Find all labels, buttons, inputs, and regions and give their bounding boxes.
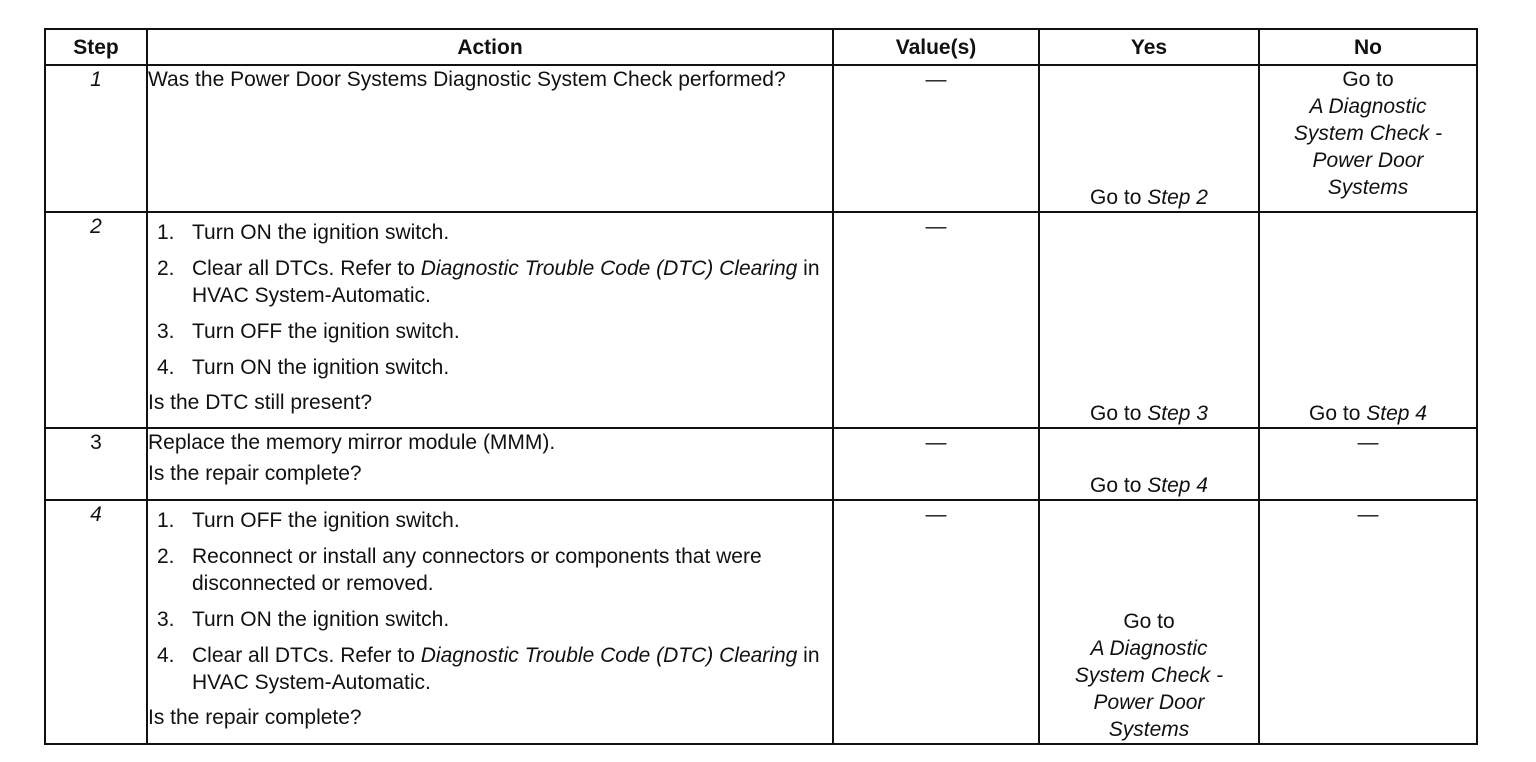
substep-text: Turn ON the ignition switch.: [192, 608, 450, 631]
header-step: Step: [45, 29, 147, 65]
substep-text-pre: Clear all DTCs. Refer to: [192, 257, 421, 280]
no-link-line-1[interactable]: A Diagnostic: [1309, 95, 1427, 118]
substep-text-pre: Clear all DTCs. Refer to: [192, 644, 421, 667]
header-yes: Yes: [1039, 29, 1259, 65]
yes-link-step-3[interactable]: Step 3: [1147, 402, 1208, 425]
substep-list: [148, 219, 832, 381]
header-values: Value(s): [833, 29, 1039, 65]
header-action: Action: [147, 29, 833, 65]
step-number: 2: [90, 215, 102, 238]
step-number-cell: [45, 212, 147, 428]
no-cell: [1259, 500, 1477, 744]
value-cell: [833, 428, 1039, 500]
action-cell: [147, 65, 833, 212]
yes-link-line-4[interactable]: Systems: [1108, 718, 1190, 741]
substep-number: 2.: [157, 257, 175, 280]
no-link-step-4[interactable]: Step 4: [1366, 402, 1427, 425]
value-cell: [833, 500, 1039, 744]
table-row-step-3: [45, 428, 1477, 500]
substep-item: [148, 318, 832, 345]
diagnostic-table: [44, 28, 1478, 745]
action-statement: Replace the memory mirror module (MMM).: [148, 431, 556, 454]
no-cell: [1259, 65, 1477, 212]
substep-number: 2.: [157, 545, 175, 568]
value-cell: [833, 65, 1039, 212]
substep-text: Turn OFF the ignition switch.: [192, 509, 460, 532]
step-number-cell: [45, 500, 147, 744]
yes-link-step-2[interactable]: Step 2: [1147, 186, 1208, 209]
header-no: No: [1259, 29, 1477, 65]
yes-link-line-3[interactable]: Power Door: [1093, 691, 1205, 714]
yes-cell: [1039, 428, 1259, 500]
no-cell: [1259, 428, 1477, 500]
action-question: Is the repair complete?: [148, 706, 362, 729]
action-cell: [147, 500, 833, 744]
substep-reference-link[interactable]: Diagnostic Trouble Code (DTC) Clearing: [420, 644, 798, 667]
value-text: —: [925, 68, 947, 91]
substep-text-post: in HVAC System-Automatic.: [192, 644, 820, 694]
no-prefix: Go to: [1342, 68, 1394, 91]
table-row-step-2: [45, 212, 1477, 428]
yes-prefix: Go to: [1123, 610, 1175, 633]
yes-prefix: Go to: [1090, 186, 1148, 209]
substep-text-post: in HVAC System-Automatic.: [192, 257, 820, 307]
no-link-line-2[interactable]: System Check -: [1293, 122, 1443, 145]
step-number-cell: [45, 428, 147, 500]
step-number: 4: [90, 503, 102, 526]
substep-text: Turn OFF the ignition switch.: [192, 320, 460, 343]
substep-number: 3.: [157, 608, 175, 631]
yes-prefix: Go to: [1090, 402, 1148, 425]
substep-text: Turn ON the ignition switch.: [192, 356, 450, 379]
value-text: —: [925, 215, 947, 238]
step-number: 1: [90, 68, 102, 91]
yes-prefix: Go to: [1090, 474, 1148, 497]
table-row-step-1: [45, 65, 1477, 212]
substep-item: [148, 642, 832, 696]
substep-item: [148, 543, 832, 597]
substep-number: 3.: [157, 320, 175, 343]
no-link-line-4[interactable]: Systems: [1327, 176, 1409, 199]
action-question: Is the repair complete?: [148, 462, 362, 485]
substep-item: [148, 606, 832, 633]
value-text: —: [925, 431, 947, 454]
yes-link-line-2[interactable]: System Check -: [1074, 664, 1224, 687]
substep-item: [148, 354, 832, 381]
value-text: —: [925, 503, 947, 526]
action-question: Is the DTC still present?: [148, 391, 373, 414]
substep-number: 1.: [157, 509, 175, 532]
substep-item: [148, 255, 832, 309]
header-row: [45, 29, 1477, 65]
substep-list: [148, 507, 832, 696]
substep-text: Reconnect or install any connectors or components that were disconnected or removed.: [192, 545, 762, 595]
step-number-cell: [45, 65, 147, 212]
yes-cell: [1039, 65, 1259, 212]
substep-reference-link[interactable]: Diagnostic Trouble Code (DTC) Clearing: [420, 257, 798, 280]
yes-link-step-4[interactable]: Step 4: [1147, 474, 1208, 497]
action-cell: [147, 212, 833, 428]
yes-link-line-1[interactable]: A Diagnostic: [1090, 637, 1208, 660]
no-text: —: [1357, 503, 1379, 526]
yes-cell: [1039, 500, 1259, 744]
action-cell: [147, 428, 833, 500]
substep-number: 4.: [157, 356, 175, 379]
substep-item: [148, 507, 832, 534]
yes-cell: [1039, 212, 1259, 428]
substep-number: 4.: [157, 644, 175, 667]
action-question: Was the Power Door Systems Diagnostic System Check performed?: [148, 68, 786, 91]
substep-number: 1.: [157, 221, 175, 244]
no-cell: [1259, 212, 1477, 428]
step-number: 3: [90, 431, 102, 454]
no-prefix: Go to: [1309, 402, 1367, 425]
substep-item: [148, 219, 832, 246]
no-link-line-3[interactable]: Power Door: [1312, 149, 1424, 172]
table-row-step-4: [45, 500, 1477, 744]
substep-text: Turn ON the ignition switch.: [192, 221, 450, 244]
value-cell: [833, 212, 1039, 428]
no-text: —: [1357, 431, 1379, 454]
